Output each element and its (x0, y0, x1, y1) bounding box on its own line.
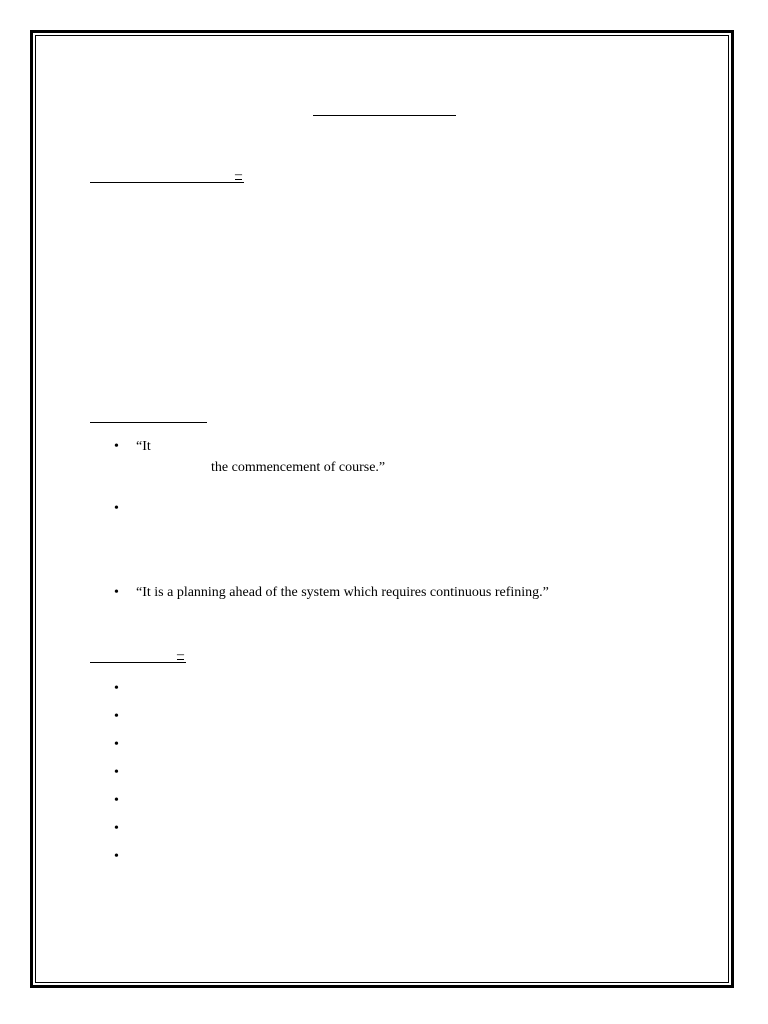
section3-heading-dash: – (177, 647, 184, 662)
section3-bullet-marker: • (114, 793, 119, 808)
section2-bullet-1-line1: “It (136, 439, 151, 454)
section2-bullet-1-marker: • (114, 439, 119, 454)
section2-bullet-3-marker: • (114, 585, 119, 600)
section2-bullet-2-marker: • (114, 501, 119, 516)
section2-bullet-3-text: “It is a planning ahead of the system which requires continuous refining.” (136, 585, 549, 600)
section2-bullet-1-line2: the commencement of course.” (211, 460, 386, 475)
section3-bullet-marker: • (114, 821, 119, 836)
section3-bullet-marker: • (114, 709, 119, 724)
section2-heading-underline (90, 422, 207, 423)
section3-bullet-marker: • (114, 765, 119, 780)
section3-heading-underline (90, 662, 186, 663)
title-underline (313, 115, 456, 116)
page-border-inner (35, 35, 729, 983)
section3-bullet-marker: • (114, 681, 119, 696)
section1-heading-underline (90, 182, 244, 183)
section1-heading-dash: – (235, 167, 242, 182)
section3-bullet-marker: • (114, 737, 119, 752)
section3-bullet-marker: • (114, 849, 119, 864)
